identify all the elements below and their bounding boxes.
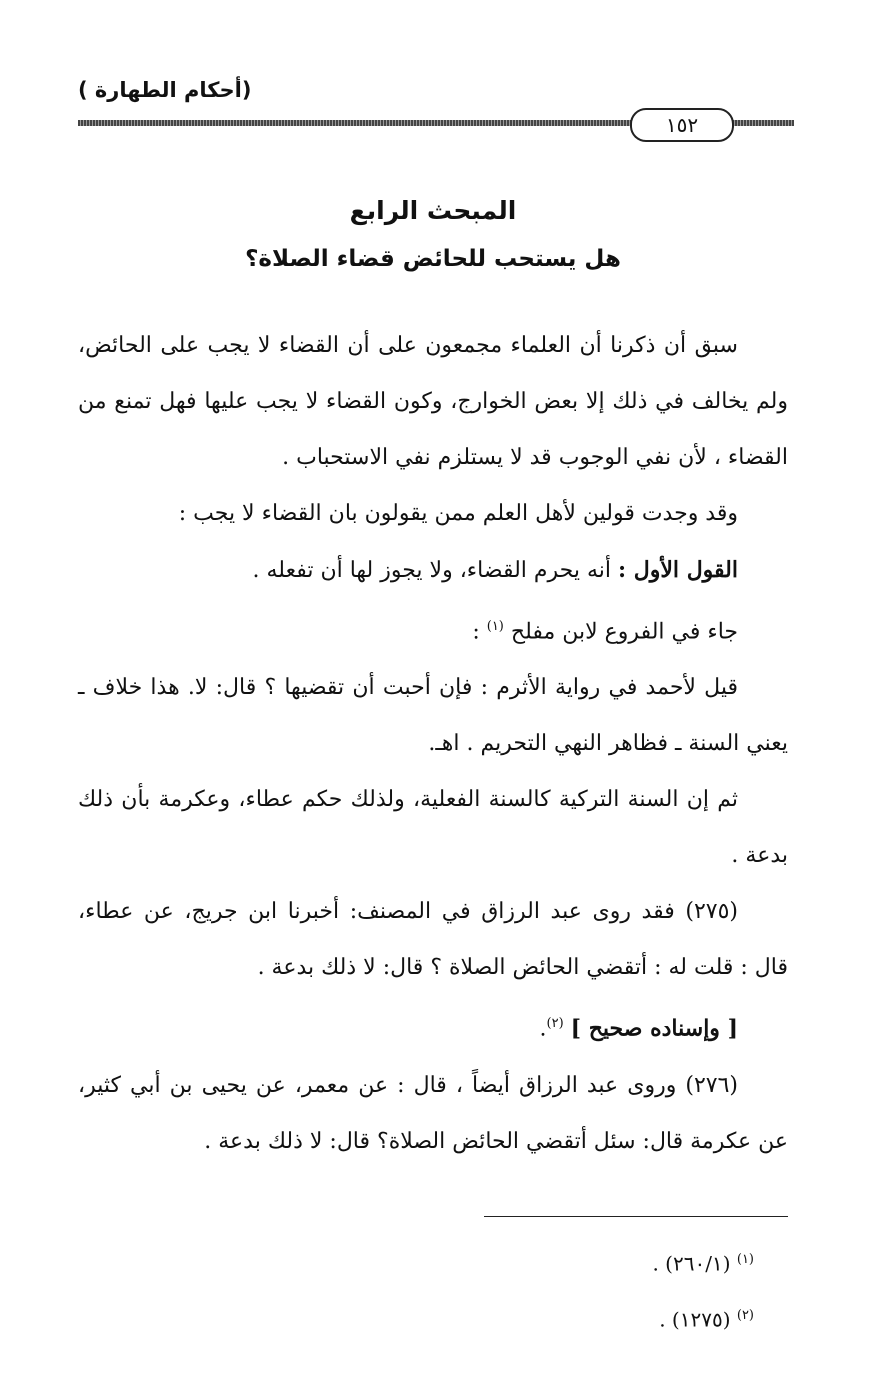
footnote-text-2: (١٢٧٥) . [659,1307,737,1332]
body-text [78,318,788,1170]
paragraph-ahmad-quote: قيل لأحمد في رواية الأثرم : فإن أحبت أن تقضيها ؟ قال: لا. هذا خلاف ـ يعني السنة ـ فظاهر النهي التحريم . اهـ. [78,675,788,757]
first-opinion-label: القول الأول : [617,557,738,583]
footnote-2 [484,1290,754,1346]
footnote-ref-1[interactable]: (١) [486,619,504,634]
furu-citation-end: : [472,619,487,645]
paragraph-hadith-275: (٢٧٥) فقد روى عبد الرزاق في المصنف: أخبرنا ابن جريج، عن عطاء، قال : قلت له : أتقضي الحائض الصلاة ؟ قال: لا ذلك بدعة . [78,899,788,981]
footnotes [484,1234,754,1345]
paragraph-isnad [78,996,788,1057]
isnad-grade: [ وإسناده صحيح ] [570,1015,738,1042]
footnote-marker-2: (٢) [736,1307,754,1323]
paragraph-hadith-276: (٢٧٦) وروى عبد الرزاق أيضاً ، قال : عن معمر، عن يحيى بن أبي كثير، عن عكرمة قال: سئل أتقضي الحائض الصلاة؟ قال: لا ذلك بدعة . [78,1072,788,1154]
page-number: ١٥٢ [630,108,734,142]
section-question: هل يستحب للحائض قضاء الصلاة؟ [245,246,621,272]
footnote-rule [484,1216,788,1217]
paragraph-furu-citation [78,599,788,660]
paragraph-two-opinions: وقد وجدت قولين لأهل العلم ممن يقولون بان القضاء لا يجب : [178,501,738,526]
paragraph-intro: سبق أن ذكرنا أن العلماء مجمعون على أن القضاء لا يجب على الحائض، ولم يخالف في ذلك إلا بعض الخوارج، وكون القضاء لا يجب عليها فهل تمنع من القضاء ، لأن نفي الوجوب قد لا يستلزم نفي الاستحباب . [78,333,788,470]
footnote-marker-1: (١) [736,1252,754,1267]
isnad-end: . [539,1016,547,1042]
running-title: (أحكام الطهارة ) [78,78,252,102]
first-opinion-text: أنه يحرم القضاء، ولا يجوز لها أن تفعله . [252,558,618,583]
paragraph-first-opinion [78,542,788,599]
footnote-1 [484,1234,754,1290]
furu-citation-text: جاء في الفروع لابن مفلح [510,619,738,645]
footnote-ref-2[interactable]: (٢) [546,1016,564,1032]
footnote-text-1: (٢٦٠/١) . [652,1251,737,1276]
section-title: المبحث الرابع [349,196,517,225]
paragraph-sunnah-tarkiyya: ثم إن السنة التركية كالسنة الفعلية، ولذلك حكم عطاء، وعكرمة بأن ذلك بدعة . [78,787,788,869]
